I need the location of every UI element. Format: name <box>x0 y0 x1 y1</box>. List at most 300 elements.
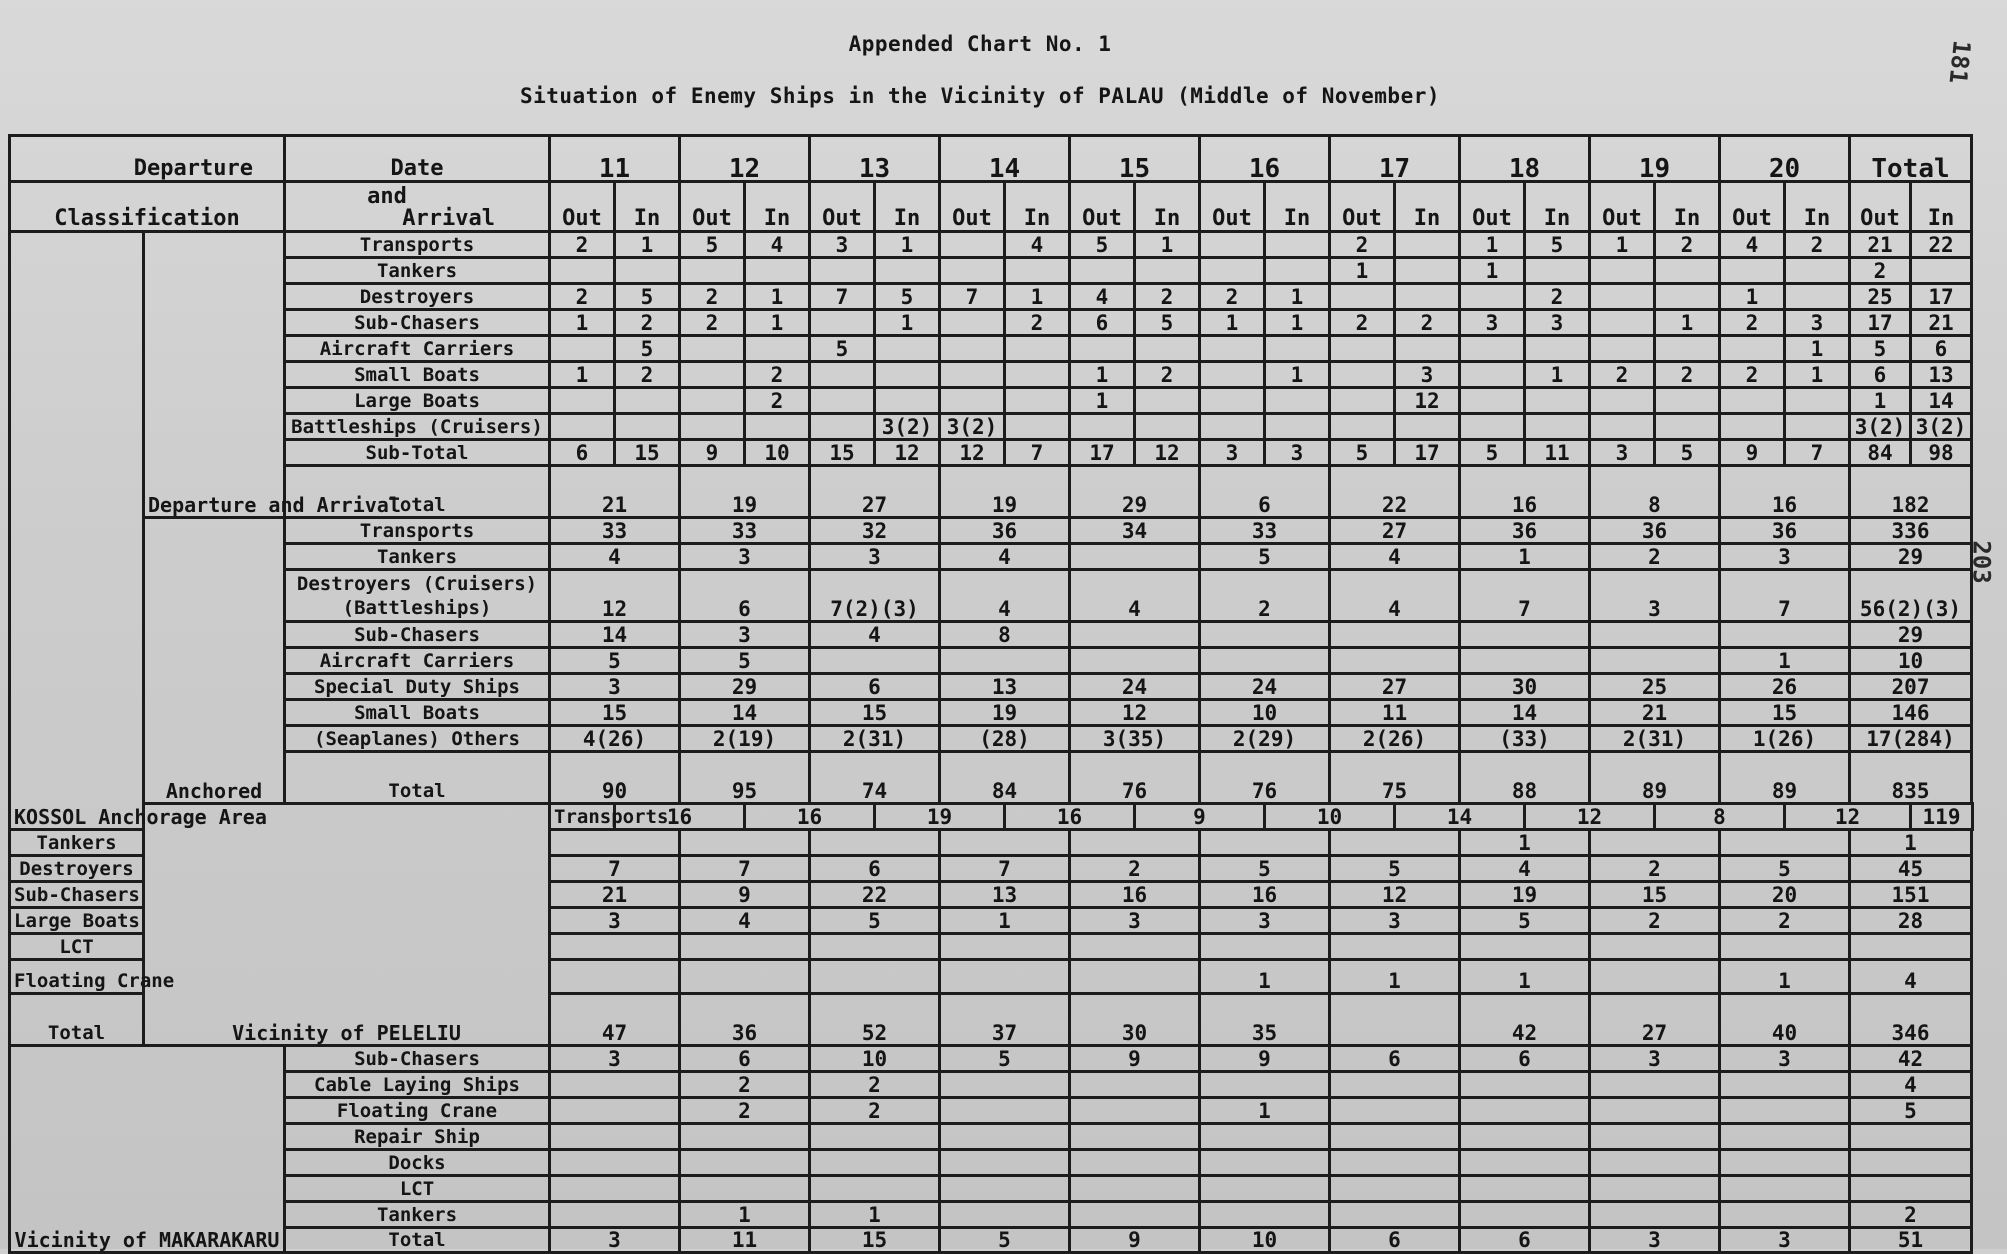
data-cell <box>1200 232 1265 258</box>
data-cell: 3 <box>1460 310 1525 336</box>
row-label: Destroyers (Cruisers) (Battleships) <box>285 570 550 622</box>
classification-header: Classification <box>10 182 285 232</box>
day-header: 18 <box>1460 136 1590 182</box>
table-row <box>10 726 1973 752</box>
data-cell <box>1460 388 1525 414</box>
chart-title: Appended Chart No. 1 <box>848 32 1112 56</box>
data-cell: 5 <box>1655 440 1720 466</box>
data-cell <box>615 388 680 414</box>
data-cell <box>1720 622 1850 648</box>
data-cell: 5 <box>680 648 810 674</box>
day-header: 12 <box>680 136 810 182</box>
data-cell: 3 <box>550 1228 680 1253</box>
data-cell <box>1005 388 1070 414</box>
data-cell: 4 <box>1330 544 1460 570</box>
data-cell <box>875 362 940 388</box>
table-row <box>10 414 1973 440</box>
data-cell <box>1525 336 1590 362</box>
data-cell <box>1785 258 1850 284</box>
data-cell <box>1590 830 1720 856</box>
row-label: (Seaplanes) Others <box>285 726 550 752</box>
data-cell: 24 <box>1070 674 1200 700</box>
row-label: Small Boats <box>285 362 550 388</box>
data-cell <box>680 258 745 284</box>
out-header: Out <box>1200 182 1265 232</box>
day-header: 14 <box>940 136 1070 182</box>
data-cell: 1 <box>1460 232 1525 258</box>
day-header: 15 <box>1070 136 1200 182</box>
data-cell <box>1265 258 1330 284</box>
data-cell: 21 <box>550 466 680 518</box>
row-label: Small Boats <box>285 700 550 726</box>
data-cell: 7 <box>550 856 680 882</box>
data-cell: 4 <box>1850 960 1972 994</box>
data-cell: 1 <box>1005 284 1070 310</box>
row-label: Sub-Chasers <box>10 882 144 908</box>
data-cell: 3 <box>1395 362 1460 388</box>
data-cell <box>810 388 875 414</box>
data-cell: 10 <box>1200 700 1330 726</box>
table-row <box>10 284 1973 310</box>
data-cell <box>1460 1202 1590 1228</box>
data-cell <box>1135 336 1200 362</box>
data-cell <box>1785 388 1850 414</box>
day-header: 17 <box>1330 136 1460 182</box>
data-cell <box>550 830 680 856</box>
data-cell: 45 <box>1850 856 1972 882</box>
data-cell: 16 <box>1720 466 1850 518</box>
out-header: Out <box>1460 182 1525 232</box>
row-label: Sub-Chasers <box>285 1046 550 1072</box>
data-cell: 13 <box>940 882 1070 908</box>
data-cell: 2 <box>1395 310 1460 336</box>
data-cell <box>1070 258 1135 284</box>
data-cell: 22 <box>810 882 940 908</box>
data-cell: 90 <box>550 752 680 804</box>
data-cell <box>940 258 1005 284</box>
data-cell <box>1525 388 1590 414</box>
data-cell <box>810 1124 940 1150</box>
data-cell: 3 <box>810 544 940 570</box>
data-cell: 12 <box>1785 804 1911 830</box>
departure-header: Departure <box>10 136 285 182</box>
data-cell: 11 <box>1525 440 1590 466</box>
data-cell <box>1070 1176 1200 1202</box>
data-cell: 2 <box>1135 362 1200 388</box>
data-cell <box>1200 648 1330 674</box>
header-row <box>10 136 1973 182</box>
chart-subtitle: Situation of Enemy Ships in the Vicinity of PALAU (Middle of November) <box>519 84 1440 108</box>
data-cell: 2 <box>1850 258 1911 284</box>
data-cell: 8 <box>940 622 1070 648</box>
data-cell: 8 <box>1655 804 1785 830</box>
data-cell: 4 <box>1850 1072 1972 1098</box>
in-header: In <box>745 182 810 232</box>
data-cell: 16 <box>615 804 745 830</box>
data-cell: 1 <box>1070 362 1135 388</box>
data-cell: 2 <box>1070 856 1200 882</box>
data-cell <box>940 1124 1070 1150</box>
data-cell <box>1590 622 1720 648</box>
out-header: Out <box>810 182 875 232</box>
data-cell <box>1460 1124 1590 1150</box>
data-cell: 21 <box>1590 700 1720 726</box>
data-cell <box>1911 258 1972 284</box>
and-arrival-header <box>285 182 550 232</box>
data-cell <box>1785 414 1850 440</box>
data-cell: 3(2) <box>875 414 940 440</box>
data-cell <box>1135 388 1200 414</box>
data-cell: 52 <box>810 994 940 1046</box>
data-cell: 1 <box>875 232 940 258</box>
data-cell: 14 <box>1460 700 1590 726</box>
table-row <box>10 1072 1973 1098</box>
data-cell <box>1005 336 1070 362</box>
data-cell <box>1070 336 1135 362</box>
data-cell <box>1070 934 1200 960</box>
data-cell: 3 <box>1590 1228 1720 1253</box>
data-cell: 2 <box>745 362 810 388</box>
data-cell <box>1590 284 1655 310</box>
data-cell: 9 <box>1070 1228 1200 1253</box>
data-cell: 2 <box>1590 544 1720 570</box>
data-cell: 1 <box>1720 960 1850 994</box>
data-cell <box>1330 1072 1460 1098</box>
data-cell <box>1070 1072 1200 1098</box>
data-cell <box>810 960 940 994</box>
data-cell <box>680 960 810 994</box>
data-cell: 3 <box>1200 440 1265 466</box>
data-cell: 3 <box>1785 310 1850 336</box>
data-cell <box>1395 336 1460 362</box>
data-cell: 3 <box>1330 908 1460 934</box>
data-cell: 6 <box>1070 310 1135 336</box>
data-cell: 21 <box>1850 232 1911 258</box>
table-row <box>10 232 1973 258</box>
data-cell <box>550 960 680 994</box>
data-cell <box>1330 1202 1460 1228</box>
data-cell <box>1850 1176 1972 1202</box>
in-header: In <box>1135 182 1200 232</box>
data-cell: 4 <box>1070 570 1200 622</box>
day-header: 11 <box>550 136 680 182</box>
data-cell <box>810 362 875 388</box>
row-label: Total <box>285 752 550 804</box>
data-cell: 2 <box>1005 310 1070 336</box>
data-cell: 74 <box>810 752 940 804</box>
data-cell <box>1590 934 1720 960</box>
data-cell: 6 <box>1850 362 1911 388</box>
data-cell: 2(19) <box>680 726 810 752</box>
data-cell: 3 <box>1200 908 1330 934</box>
data-cell: 16 <box>1200 882 1330 908</box>
day-header: 19 <box>1590 136 1720 182</box>
data-cell: 2 <box>680 1072 810 1098</box>
table-row <box>10 622 1973 648</box>
data-cell: 2 <box>1590 856 1720 882</box>
data-cell: 76 <box>1070 752 1200 804</box>
data-cell: 19 <box>875 804 1005 830</box>
data-cell: 29 <box>1850 544 1972 570</box>
data-cell: 1 <box>1265 310 1330 336</box>
data-cell: 25 <box>1850 284 1911 310</box>
data-cell: 14 <box>680 700 810 726</box>
data-cell: 2 <box>550 232 615 258</box>
data-cell <box>940 934 1070 960</box>
row-label: Floating Crane <box>10 960 144 994</box>
data-cell: 1 <box>810 1202 940 1228</box>
data-cell: 2(31) <box>1590 726 1720 752</box>
out-header: Out <box>680 182 745 232</box>
data-cell <box>1850 934 1972 960</box>
data-cell <box>810 648 940 674</box>
data-cell: 56(2)(3) <box>1850 570 1972 622</box>
data-cell: 2(26) <box>1330 726 1460 752</box>
data-cell: 89 <box>1720 752 1850 804</box>
data-cell: 6 <box>810 856 940 882</box>
data-cell <box>1070 414 1135 440</box>
data-cell: 5 <box>810 336 875 362</box>
area-label: Vicinity of PELELIU <box>144 804 550 1046</box>
data-cell <box>1070 1124 1200 1150</box>
data-cell: 2 <box>1720 310 1785 336</box>
data-cell: 2 <box>680 1098 810 1124</box>
data-cell: 2 <box>550 284 615 310</box>
arrival-label: Arrival <box>402 206 495 231</box>
data-cell: 5 <box>680 232 745 258</box>
data-cell: 1 <box>1785 336 1850 362</box>
day-header: 16 <box>1200 136 1330 182</box>
data-cell: 7 <box>1460 570 1590 622</box>
data-cell: 3 <box>550 1046 680 1072</box>
data-cell: 14 <box>550 622 680 648</box>
data-cell <box>1005 258 1070 284</box>
data-cell: 2 <box>680 310 745 336</box>
data-cell: 3 <box>1720 544 1850 570</box>
data-cell: 1 <box>550 362 615 388</box>
data-cell: 4 <box>810 622 940 648</box>
area-label: KOSSOL Anchorage Area <box>10 232 144 830</box>
data-cell: 7 <box>810 284 875 310</box>
data-cell: 10 <box>745 440 810 466</box>
data-cell: 4 <box>550 544 680 570</box>
data-cell: 4 <box>1005 232 1070 258</box>
data-cell: 5 <box>810 908 940 934</box>
row-label: Total <box>285 1228 550 1253</box>
data-cell: 5 <box>550 648 680 674</box>
data-cell <box>1330 388 1395 414</box>
data-cell: 3 <box>680 622 810 648</box>
data-cell: 6 <box>1460 1228 1590 1253</box>
data-cell: 27 <box>1330 518 1460 544</box>
data-cell <box>1330 622 1460 648</box>
out-header: Out <box>1070 182 1135 232</box>
data-cell <box>1200 414 1265 440</box>
data-cell: 1 <box>1850 830 1972 856</box>
out-header: Out <box>1590 182 1655 232</box>
data-cell: 2 <box>1330 232 1395 258</box>
data-cell: 2 <box>1590 362 1655 388</box>
row-label: Tankers <box>285 544 550 570</box>
data-cell <box>810 310 875 336</box>
data-cell <box>1590 648 1720 674</box>
data-cell <box>1720 414 1785 440</box>
date-header: Date <box>285 136 550 182</box>
data-cell: 1 <box>1785 362 1850 388</box>
data-cell <box>1200 362 1265 388</box>
data-cell: 2 <box>1330 310 1395 336</box>
data-cell: 1 <box>1460 960 1590 994</box>
data-cell <box>745 336 810 362</box>
data-cell: 2 <box>1590 908 1720 934</box>
data-cell <box>1395 232 1460 258</box>
total-row <box>10 752 1973 804</box>
data-cell: 5 <box>875 284 940 310</box>
out-header: Out <box>1850 182 1911 232</box>
data-cell <box>1590 414 1655 440</box>
data-cell: 30 <box>1070 994 1200 1046</box>
data-cell: 1 <box>1655 310 1720 336</box>
data-cell: 4 <box>745 232 810 258</box>
data-cell <box>550 934 680 960</box>
data-cell <box>1720 336 1785 362</box>
data-cell <box>1720 1098 1850 1124</box>
data-cell <box>940 1098 1070 1124</box>
data-cell: 7 <box>940 284 1005 310</box>
data-cell: 11 <box>680 1228 810 1253</box>
data-cell: 16 <box>745 804 875 830</box>
data-cell: 2 <box>810 1098 940 1124</box>
data-cell: 17 <box>1070 440 1135 466</box>
data-cell: 2 <box>1720 908 1850 934</box>
data-cell: 14 <box>1911 388 1972 414</box>
data-cell <box>550 258 615 284</box>
data-cell: 8 <box>1590 466 1720 518</box>
data-cell: 12 <box>940 440 1005 466</box>
data-cell: 1 <box>550 310 615 336</box>
data-cell: 5 <box>940 1228 1070 1253</box>
data-cell <box>1655 258 1720 284</box>
data-cell: 35 <box>1200 994 1330 1046</box>
data-cell: 1 <box>1460 544 1590 570</box>
data-cell <box>1135 258 1200 284</box>
data-cell: 12 <box>1135 440 1200 466</box>
data-cell: 5 <box>1720 856 1850 882</box>
data-cell: 3 <box>1720 1228 1850 1253</box>
data-cell <box>745 258 810 284</box>
row-label: Total <box>10 994 144 1046</box>
data-cell: 15 <box>810 1228 940 1253</box>
data-cell <box>810 830 940 856</box>
data-cell: 3 <box>1720 1046 1850 1072</box>
data-cell: 3 <box>810 232 875 258</box>
table-row <box>10 1098 1973 1124</box>
data-cell <box>940 232 1005 258</box>
data-cell: 1 <box>1460 258 1525 284</box>
area-label: Vicinity of MAKARAKARU <box>10 1046 285 1253</box>
data-cell: 12 <box>550 570 680 622</box>
data-cell: 10 <box>1850 648 1972 674</box>
data-cell: 5 <box>940 1046 1070 1072</box>
data-cell: 3 <box>680 544 810 570</box>
data-cell <box>1265 414 1330 440</box>
data-cell <box>1525 414 1590 440</box>
data-cell: 22 <box>1330 466 1460 518</box>
data-cell: 34 <box>1070 518 1200 544</box>
data-cell: 3(2) <box>1850 414 1911 440</box>
data-cell <box>1525 258 1590 284</box>
data-cell <box>1590 1150 1720 1176</box>
data-cell: 33 <box>550 518 680 544</box>
data-cell <box>1265 232 1330 258</box>
data-cell: 6 <box>1330 1046 1460 1072</box>
page-number: 181 <box>1943 38 1976 86</box>
data-cell: 28 <box>1850 908 1972 934</box>
data-cell: 2 <box>1785 232 1850 258</box>
data-cell <box>1395 414 1460 440</box>
table-row <box>10 1046 1973 1072</box>
data-cell: 5 <box>1200 544 1330 570</box>
data-cell: 12 <box>1070 700 1200 726</box>
data-cell: 5 <box>1850 1098 1972 1124</box>
in-header: In <box>1265 182 1330 232</box>
data-cell <box>1460 622 1590 648</box>
data-cell <box>875 388 940 414</box>
data-cell <box>550 336 615 362</box>
data-cell: 207 <box>1850 674 1972 700</box>
data-cell: 1(26) <box>1720 726 1850 752</box>
data-cell <box>1720 1176 1850 1202</box>
data-cell: 9 <box>680 882 810 908</box>
table-row <box>10 310 1973 336</box>
data-cell <box>1590 1072 1720 1098</box>
data-cell: (28) <box>940 726 1070 752</box>
data-cell: 2 <box>1200 284 1265 310</box>
data-cell <box>1200 1124 1330 1150</box>
data-cell: 1 <box>1200 310 1265 336</box>
page-number: 203 <box>1967 540 1996 584</box>
data-cell: 119 <box>1911 804 1973 830</box>
data-cell <box>1720 258 1785 284</box>
data-cell: 37 <box>940 994 1070 1046</box>
row-label: Transports <box>285 518 550 544</box>
data-cell: 5 <box>1525 232 1590 258</box>
table-row <box>10 336 1973 362</box>
data-cell <box>1785 284 1850 310</box>
row-label: Floating Crane <box>285 1098 550 1124</box>
data-cell <box>680 414 745 440</box>
data-cell: 4 <box>940 544 1070 570</box>
data-cell <box>1330 1098 1460 1124</box>
and-label: and <box>367 184 407 209</box>
data-cell: 33 <box>1200 518 1330 544</box>
data-cell <box>1200 1150 1330 1176</box>
data-cell <box>550 1124 680 1150</box>
data-cell: 4 <box>1720 232 1785 258</box>
data-cell: 12 <box>875 440 940 466</box>
table-row <box>10 1150 1973 1176</box>
data-cell <box>1200 934 1330 960</box>
data-cell: 6 <box>1200 466 1330 518</box>
data-cell <box>1720 830 1850 856</box>
data-cell <box>550 1072 680 1098</box>
data-cell: 7 <box>680 856 810 882</box>
data-cell <box>1200 388 1265 414</box>
data-cell: 5 <box>615 336 680 362</box>
data-cell <box>1330 830 1460 856</box>
data-cell: 2 <box>810 1072 940 1098</box>
data-cell: 6 <box>680 1046 810 1072</box>
